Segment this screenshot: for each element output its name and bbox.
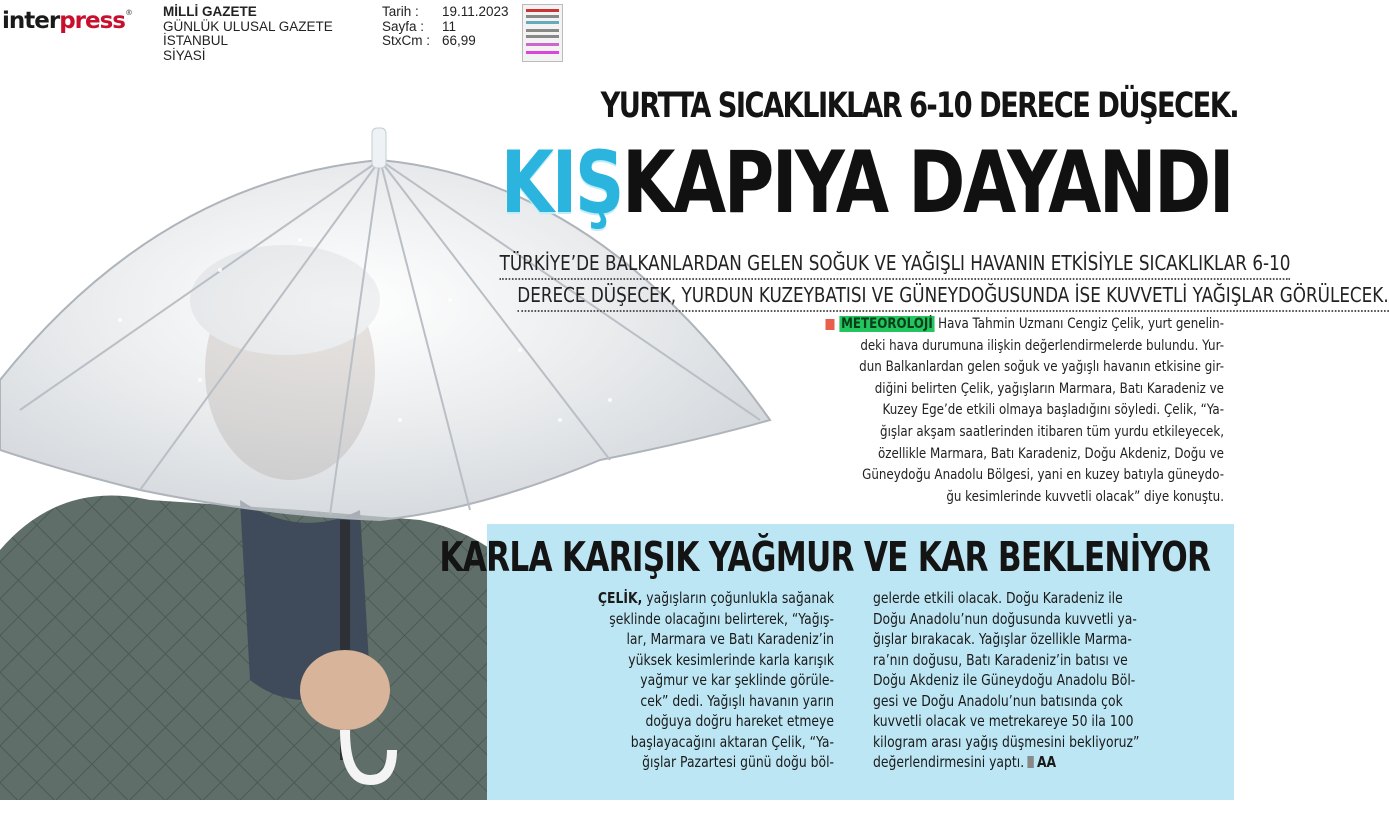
bullet-square-icon — [826, 319, 835, 330]
body-line: deki hava durumuna ilişkin değerlendirmelerde bulundu. Yur- — [860, 337, 1224, 354]
column-line: şeklinde olacağını belirterek, “Yağış- — [609, 609, 834, 628]
title-rest: KAPIYA DAYANDI — [622, 133, 1232, 233]
column-line: değerlendirmesini yaptı. AA — [873, 753, 1057, 771]
publication-section: SİYASİ — [163, 47, 206, 63]
body-line: Kuzey Ege’de etkili olmaya başladığını söyledi. Çelik, “Ya- — [882, 402, 1224, 419]
column-line: ğışlar Pazartesi günü doğu böl- — [642, 753, 834, 771]
article-body-intro — [734, 314, 1224, 508]
column-line: yağmur ve kar şeklinde görüle- — [640, 671, 834, 689]
body-line: ğışlar akşam saatlerinden itibaren tüm yurdu etkileyecek, — [880, 423, 1224, 440]
column-line: Doğu Anadolu’nun doğusunda kuvvetli ya- — [873, 609, 1137, 628]
column-line: kuvvetli olacak ve metrekareye 50 ila 100 — [873, 712, 1134, 730]
category-tag: METEOROLOJİ — [841, 316, 933, 332]
deck-line: TÜRKİYE’DE BALKANLARDAN GELEN SOĞUK VE YAĞIŞLI HAVANIN ETKİSİYLE SICAKLIKLAR 6-10 — [500, 248, 1291, 280]
title-accent: KIŞ — [500, 133, 623, 233]
body-line: Güneydoğu Anadolu Bölgesi, yani en kuzey batıyla güneydo- — [862, 467, 1224, 484]
column-line: gesi ve Doğu Anadolu’nun batısında çok — [873, 691, 1123, 710]
page-thumbnail-icon[interactable] — [522, 4, 563, 62]
news-source: AA — [1036, 753, 1057, 771]
column-right — [873, 588, 1213, 773]
publication-info — [163, 5, 333, 63]
body-line: diğini belirten Çelik, yağışların Marmara, Batı Karadeniz ve — [874, 380, 1224, 397]
article-title — [500, 133, 1232, 233]
column-line: başlayacağını aktaran Çelik, “Ya- — [630, 732, 834, 751]
publication-city: İSTANBUL — [163, 33, 229, 48]
column-line: cek” dedi. Yağışlı havanın yarın — [640, 691, 834, 710]
subsection-heading: KARLA KARIŞIK YAĞMUR VE KAR BEKLENİYOR — [439, 533, 1210, 581]
publication-name: MİLLİ GAZETE — [163, 4, 257, 19]
column-line: ğışlar bırakacak. Yağışlar özellikle Marma- — [873, 630, 1132, 648]
column-line: lar, Marmara ve Batı Karadeniz’in — [626, 630, 834, 648]
column-line: yüksek kesimlerinde karla karışık — [628, 650, 834, 669]
deck-line: DERECE DÜŞECEK, YURDUN KUZEYBATISI VE GÜNEYDOĞUSUNDA İSE KUVVETLİ YAĞIŞLAR GÖRÜLECEK. — [517, 280, 1388, 312]
body-line: ğu kesimlerinde kuvvetli olacak” diye konuştu. — [946, 488, 1224, 505]
lead-word: ÇELİK, — [597, 589, 643, 607]
publication-type: GÜNLÜK ULUSAL GAZETE — [163, 18, 333, 34]
body-line: özellikle Marmara, Batı Karadeniz, Doğu Akdeniz, Doğu ve — [877, 445, 1224, 462]
body-line: METEOROLOJİ Hava Tahmin Uzmanı Cengiz Çelik, yurt genelin- — [822, 314, 1224, 336]
body-line: dun Balkanlardan gelen soğuk ve yağışlı havanın etkisine gir- — [859, 359, 1224, 376]
column-line: ÇELİK, yağışların çoğunlukla sağanak — [597, 589, 834, 607]
clip-size-row: StxCm : 66,99 — [382, 33, 476, 48]
clip-date-row: Tarih : 19.11.2023 — [382, 4, 509, 19]
column-line: doğuya doğru hareket etmeye — [645, 712, 834, 730]
interpress-logo: interpress® — [2, 8, 132, 34]
column-line: ra’nın doğusu, Batı Karadeniz’in batısı ve — [873, 650, 1128, 669]
clip-page-row: Sayfa : 11 — [382, 18, 457, 34]
column-line: gelerde etkili olacak. Doğu Karadeniz ile — [873, 589, 1123, 607]
end-mark-icon — [1027, 756, 1033, 768]
article-kicker: YURTTA SICAKLIKLAR 6-10 DERECE DÜŞECEK. — [600, 86, 1239, 126]
article-deck — [326, 248, 1389, 312]
clip-info — [382, 5, 509, 49]
column-line: kilogram arası yağış düşmesini bekliyoruz” — [873, 732, 1140, 751]
column-left — [534, 588, 834, 773]
column-line: Doğu Akdeniz ile Güneydoğu Anadolu Böl- — [873, 671, 1136, 689]
